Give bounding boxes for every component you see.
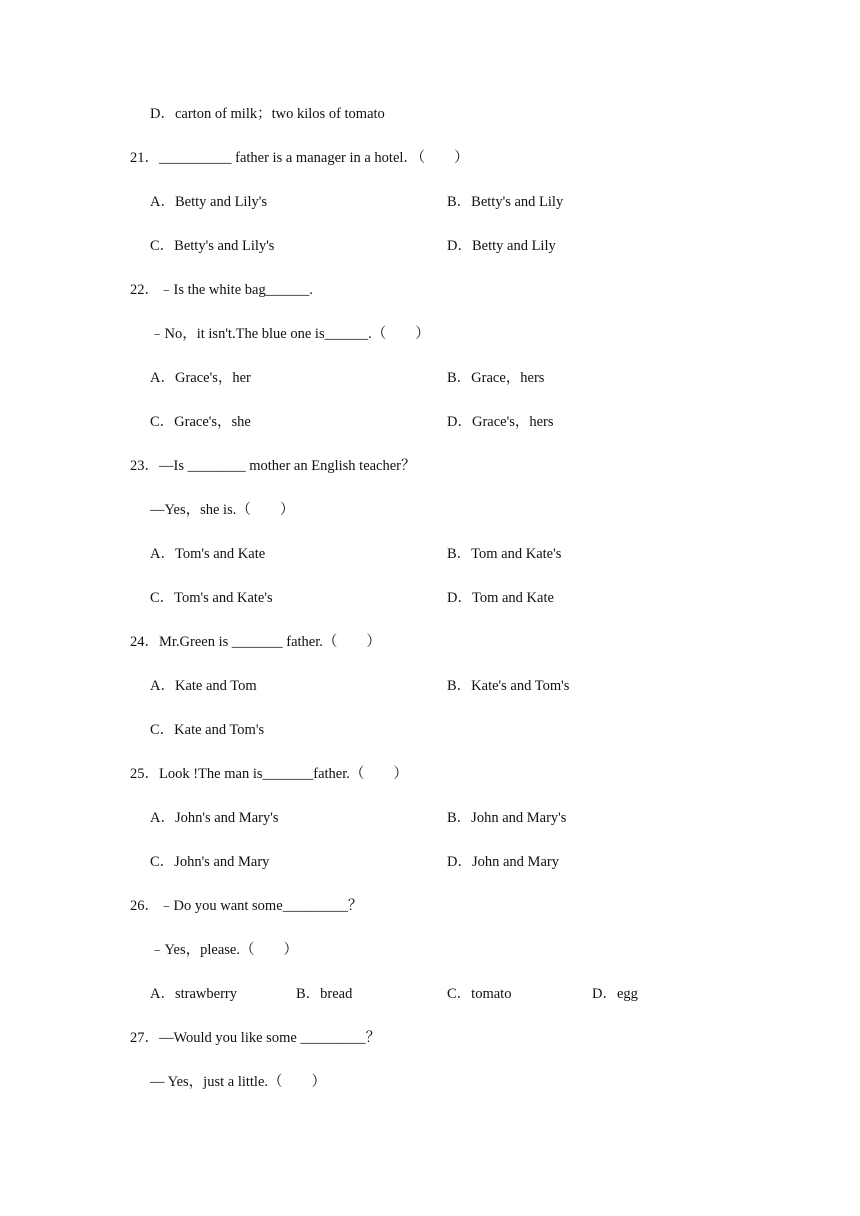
q21-option-d: D．Betty and Lily — [447, 238, 556, 254]
question-27-stem: 27．—Would you like some _________？ — [130, 1030, 381, 1046]
q22-option-a: A．Grace's，her — [150, 370, 251, 386]
q25-option-b: B．John and Mary's — [447, 810, 567, 826]
q26-option-b: B．bread — [296, 986, 353, 1002]
question-22-line2: ﹣No，it isn't.The blue one is______.（ ） — [150, 326, 430, 342]
q24-option-b: B．Kate's and Tom's — [447, 678, 570, 694]
q25-option-c: C．John's and Mary — [150, 854, 270, 870]
q21-option-a: A．Betty and Lily's — [150, 194, 267, 210]
q21-option-c: C．Betty's and Lily's — [150, 238, 275, 254]
q26-option-a: A．strawberry — [150, 986, 237, 1002]
q22-option-d: D．Grace's，hers — [447, 414, 554, 430]
q23-option-a: A．Tom's and Kate — [150, 546, 266, 562]
q21-option-b: B．Betty's and Lily — [447, 194, 564, 210]
q24-option-c: C．Kate and Tom's — [150, 722, 265, 738]
q25-option-d: D．John and Mary — [447, 854, 559, 870]
q22-option-b: B．Grace，hers — [447, 370, 545, 386]
prev-option-d: D．carton of milk；two kilos of tomato — [150, 106, 385, 122]
q23-option-c: C．Tom's and Kate's — [150, 590, 273, 606]
q25-option-a: A．John's and Mary's — [150, 810, 279, 826]
q22-option-c: C．Grace's，she — [150, 414, 251, 430]
question-26-stem: 26．﹣Do you want some_________？ — [130, 898, 363, 914]
question-23-line2: —Yes，she is.（ ） — [150, 502, 295, 518]
q23-option-b: B．Tom and Kate's — [447, 546, 562, 562]
q26-option-d: D．egg — [592, 986, 638, 1002]
question-24-stem: 24．Mr.Green is _______ father.（ ） — [130, 634, 381, 650]
q24-option-a: A．Kate and Tom — [150, 678, 257, 694]
question-27-line2: — Yes，just a little.（ ） — [150, 1074, 327, 1090]
question-22-stem: 22．﹣Is the white bag______. — [130, 282, 313, 298]
question-21-stem: 21．__________ father is a manager in a hotel．（ ） — [130, 150, 469, 166]
question-23-stem: 23．—Is ________ mother an English teacher？ — [130, 458, 416, 474]
question-26-line2: ﹣Yes，please.（ ） — [150, 942, 298, 958]
q26-option-c: C．tomato — [447, 986, 512, 1002]
q23-option-d: D．Tom and Kate — [447, 590, 554, 606]
question-25-stem: 25．Look !The man is_______father.（ ） — [130, 766, 408, 782]
